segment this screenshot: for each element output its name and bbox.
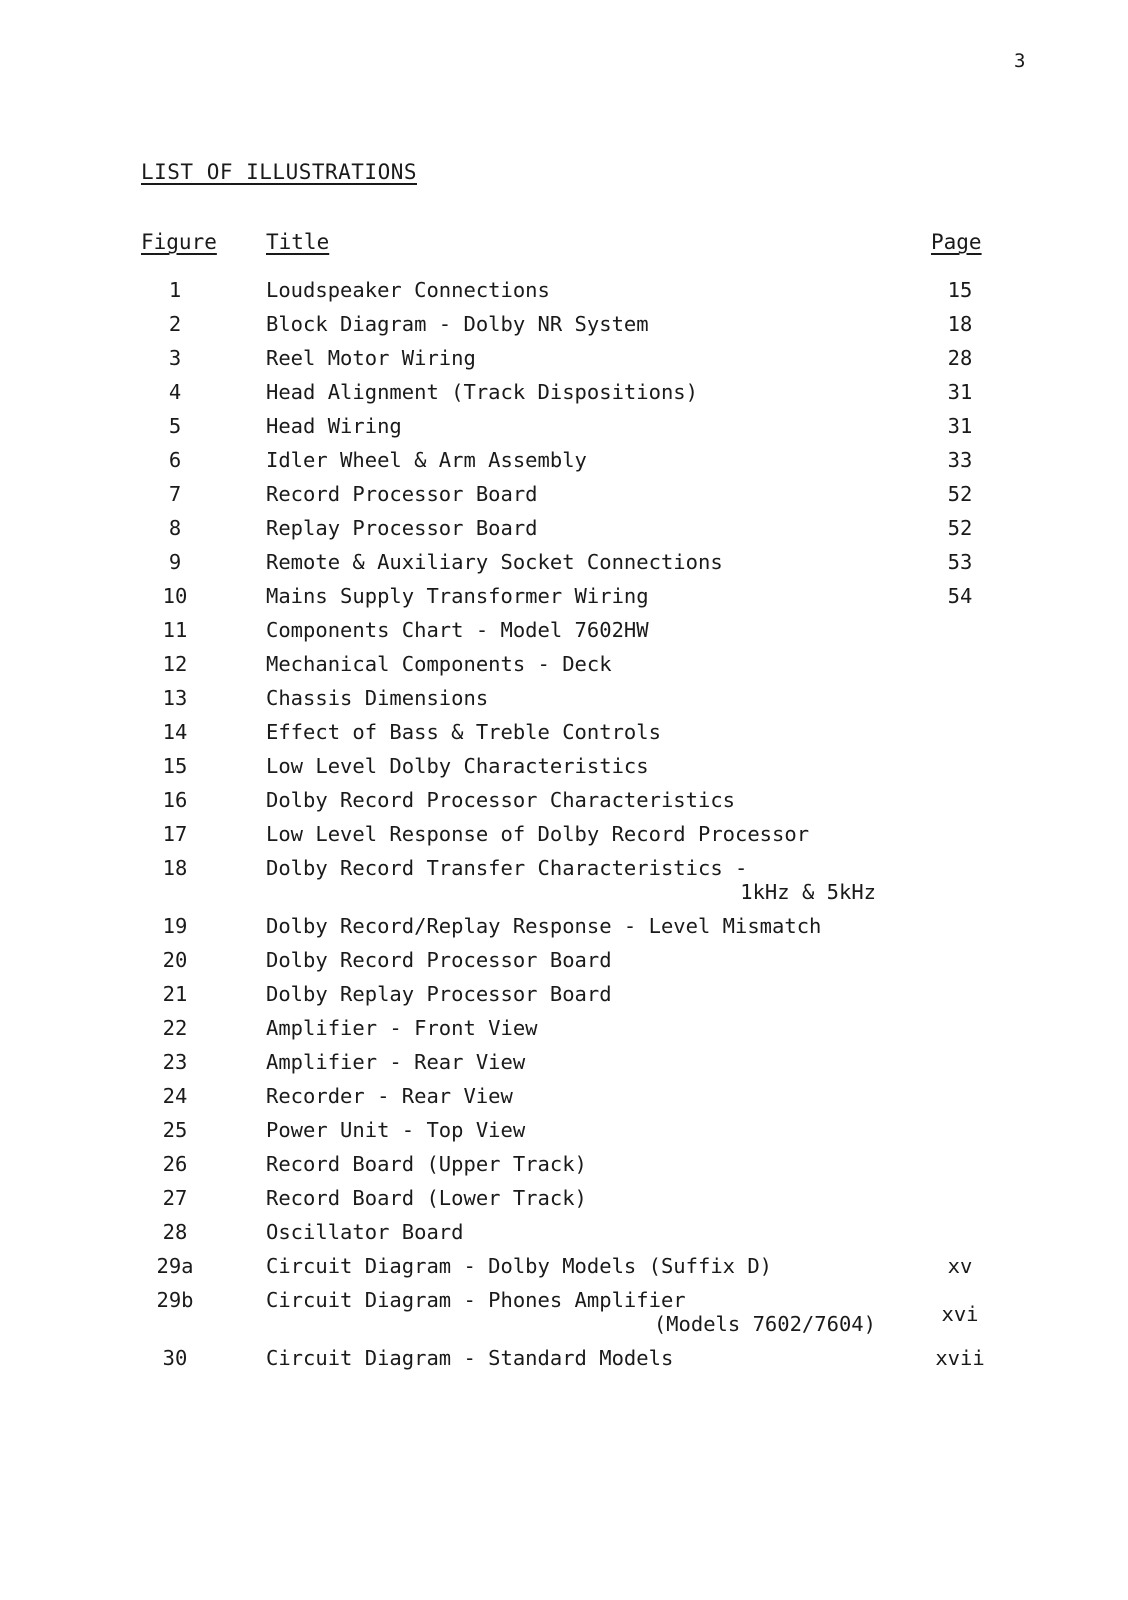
- figure-title-line: Oscillator Board: [266, 1220, 464, 1244]
- figure-page: xvi: [941, 1302, 979, 1326]
- figure-title-line: Loudspeaker Connections: [266, 278, 550, 302]
- figure-number: 14: [162, 720, 188, 744]
- list-item: [0, 515, 1128, 549]
- figure-title-line: Dolby Replay Processor Board: [266, 982, 612, 1006]
- list-item: [0, 447, 1128, 481]
- figure-title: [266, 753, 876, 779]
- list-item: [0, 345, 1128, 379]
- figure-title: [266, 277, 876, 303]
- list-item: [0, 379, 1128, 413]
- figure-number: 21: [162, 982, 188, 1006]
- figure-title: [266, 651, 876, 677]
- figure-title: [266, 1049, 876, 1075]
- list-item: [0, 1219, 1128, 1253]
- figure-page: 53: [947, 550, 973, 574]
- figure-number: 2: [168, 312, 182, 336]
- figure-page: 54: [947, 584, 973, 608]
- list-item: [0, 277, 1128, 311]
- figure-title: [266, 413, 876, 439]
- figure-number: 24: [162, 1084, 188, 1108]
- figure-title-line: Recorder - Rear View: [266, 1084, 513, 1108]
- figure-number: 27: [162, 1186, 188, 1210]
- figure-title: [266, 1185, 876, 1211]
- figure-number: 20: [162, 948, 188, 972]
- figure-title-line: Head Wiring: [266, 414, 402, 438]
- figure-title-line: Idler Wheel & Arm Assembly: [266, 448, 587, 472]
- figure-title: [266, 1151, 876, 1177]
- list-item: [0, 981, 1128, 1015]
- figure-number: 19: [162, 914, 188, 938]
- figure-title: [266, 447, 876, 473]
- figure-title-line: Replay Processor Board: [266, 516, 538, 540]
- figure-number: 9: [168, 550, 182, 574]
- list-item: [0, 651, 1128, 685]
- figure-number: 25: [162, 1118, 188, 1142]
- figure-page: 33: [947, 448, 973, 472]
- figure-number: 22: [162, 1016, 188, 1040]
- illustrations-list: [0, 277, 1128, 1379]
- figure-number: 29b: [156, 1288, 194, 1312]
- list-item: [0, 481, 1128, 515]
- figure-title: [266, 515, 876, 541]
- figure-number: 30: [162, 1346, 188, 1370]
- figure-title: [266, 685, 876, 711]
- figure-title-line: Components Chart - Model 7602HW: [266, 618, 649, 642]
- figure-number: 26: [162, 1152, 188, 1176]
- list-item: [0, 719, 1128, 753]
- figure-page: 18: [947, 312, 973, 336]
- list-item: [0, 1287, 1128, 1345]
- figure-page: 52: [947, 482, 973, 506]
- figure-title-line: Head Alignment (Track Dispositions): [266, 380, 698, 404]
- list-item: [0, 947, 1128, 981]
- figure-number: 3: [168, 346, 182, 370]
- figure-title-continuation: (Models 7602/7604): [653, 1312, 876, 1336]
- figure-title-line: Record Processor Board: [266, 482, 538, 506]
- list-item: [0, 1049, 1128, 1083]
- column-header-page: Page: [931, 230, 982, 254]
- figure-page: 52: [947, 516, 973, 540]
- figure-number: 15: [162, 754, 188, 778]
- list-item: [0, 753, 1128, 787]
- figure-title: [266, 379, 876, 405]
- figure-title-line: Circuit Diagram - Phones Amplifier: [266, 1288, 686, 1312]
- figure-title-line: Dolby Record Processor Characteristics: [266, 788, 735, 812]
- figure-number: 11: [162, 618, 188, 642]
- figure-title-line: Mechanical Components - Deck: [266, 652, 612, 676]
- list-item: [0, 1185, 1128, 1219]
- figure-title: [266, 481, 876, 507]
- figure-number: 7: [168, 482, 182, 506]
- figure-title-line: Effect of Bass & Treble Controls: [266, 720, 661, 744]
- figure-title-line: Circuit Diagram - Standard Models: [266, 1346, 674, 1370]
- figure-title-line: Amplifier - Rear View: [266, 1050, 526, 1074]
- figure-title: [266, 549, 876, 575]
- figure-title-line: Record Board (Upper Track): [266, 1152, 587, 1176]
- list-item: [0, 1345, 1128, 1379]
- figure-title: [266, 1117, 876, 1143]
- figure-number: 16: [162, 788, 188, 812]
- figure-page: xvii: [935, 1346, 985, 1370]
- figure-title: [266, 855, 876, 903]
- figure-title-line: Reel Motor Wiring: [266, 346, 476, 370]
- figure-title: [266, 1287, 876, 1335]
- figure-title: [266, 913, 876, 939]
- list-item: [0, 583, 1128, 617]
- page-title: LIST OF ILLUSTRATIONS: [141, 160, 418, 184]
- figure-title: [266, 1253, 876, 1279]
- page-number: 3: [1014, 50, 1026, 72]
- list-item: [0, 413, 1128, 447]
- figure-title: [266, 787, 876, 813]
- figure-number: 8: [168, 516, 182, 540]
- figure-title: [266, 1219, 876, 1245]
- figure-title-line: Low Level Dolby Characteristics: [266, 754, 649, 778]
- list-item: [0, 1253, 1128, 1287]
- figure-title: [266, 981, 876, 1007]
- figure-title-line: Chassis Dimensions: [266, 686, 489, 710]
- list-item: [0, 311, 1128, 345]
- column-header-title: Title: [266, 230, 330, 254]
- list-item: [0, 821, 1128, 855]
- list-item: [0, 685, 1128, 719]
- figure-number: 13: [162, 686, 188, 710]
- figure-number: 12: [162, 652, 188, 676]
- figure-title: [266, 821, 876, 847]
- list-item: [0, 1151, 1128, 1185]
- list-item: [0, 549, 1128, 583]
- figure-title: [266, 617, 876, 643]
- figure-title: [266, 311, 876, 337]
- list-item: [0, 1117, 1128, 1151]
- list-item: [0, 787, 1128, 821]
- figure-page: 15: [947, 278, 973, 302]
- figure-number: 6: [168, 448, 182, 472]
- list-item: [0, 617, 1128, 651]
- figure-page: 31: [947, 414, 973, 438]
- figure-number: 28: [162, 1220, 188, 1244]
- figure-title: [266, 1083, 876, 1109]
- figure-title-line: Dolby Record Processor Board: [266, 948, 612, 972]
- figure-title-line: Record Board (Lower Track): [266, 1186, 587, 1210]
- figure-number: 4: [168, 380, 182, 404]
- figure-title-line: Low Level Response of Dolby Record Processor: [266, 822, 810, 846]
- figure-title-line: Dolby Record Transfer Characteristics -: [266, 856, 748, 880]
- list-item: [0, 1015, 1128, 1049]
- figure-title: [266, 719, 876, 745]
- figure-number: 29a: [156, 1254, 194, 1278]
- figure-title-line: Dolby Record/Replay Response - Level Mismatch: [266, 914, 822, 938]
- figure-title: [266, 1015, 876, 1041]
- column-header-figure: Figure: [141, 230, 217, 254]
- list-item: [0, 913, 1128, 947]
- figure-title-continuation: 1kHz & 5kHz: [740, 880, 876, 904]
- figure-page: 31: [947, 380, 973, 404]
- figure-title-line: Circuit Diagram - Dolby Models (Suffix D): [266, 1254, 773, 1278]
- figure-number: 18: [162, 856, 188, 880]
- figure-title-line: Block Diagram - Dolby NR System: [266, 312, 649, 336]
- figure-number: 1: [168, 278, 182, 302]
- list-item: [0, 1083, 1128, 1117]
- figure-title-line: Mains Supply Transformer Wiring: [266, 584, 649, 608]
- figure-title-line: Amplifier - Front View: [266, 1016, 538, 1040]
- figure-number: 10: [162, 584, 188, 608]
- figure-page: 28: [947, 346, 973, 370]
- figure-title: [266, 947, 876, 973]
- figure-title: [266, 345, 876, 371]
- figure-number: 23: [162, 1050, 188, 1074]
- figure-number: 17: [162, 822, 188, 846]
- figure-title: [266, 583, 876, 609]
- figure-page: xv: [947, 1254, 973, 1278]
- figure-title: [266, 1345, 876, 1371]
- figure-number: 5: [168, 414, 182, 438]
- figure-title-line: Power Unit - Top View: [266, 1118, 526, 1142]
- figure-title-line: Remote & Auxiliary Socket Connections: [266, 550, 723, 574]
- list-item: [0, 855, 1128, 913]
